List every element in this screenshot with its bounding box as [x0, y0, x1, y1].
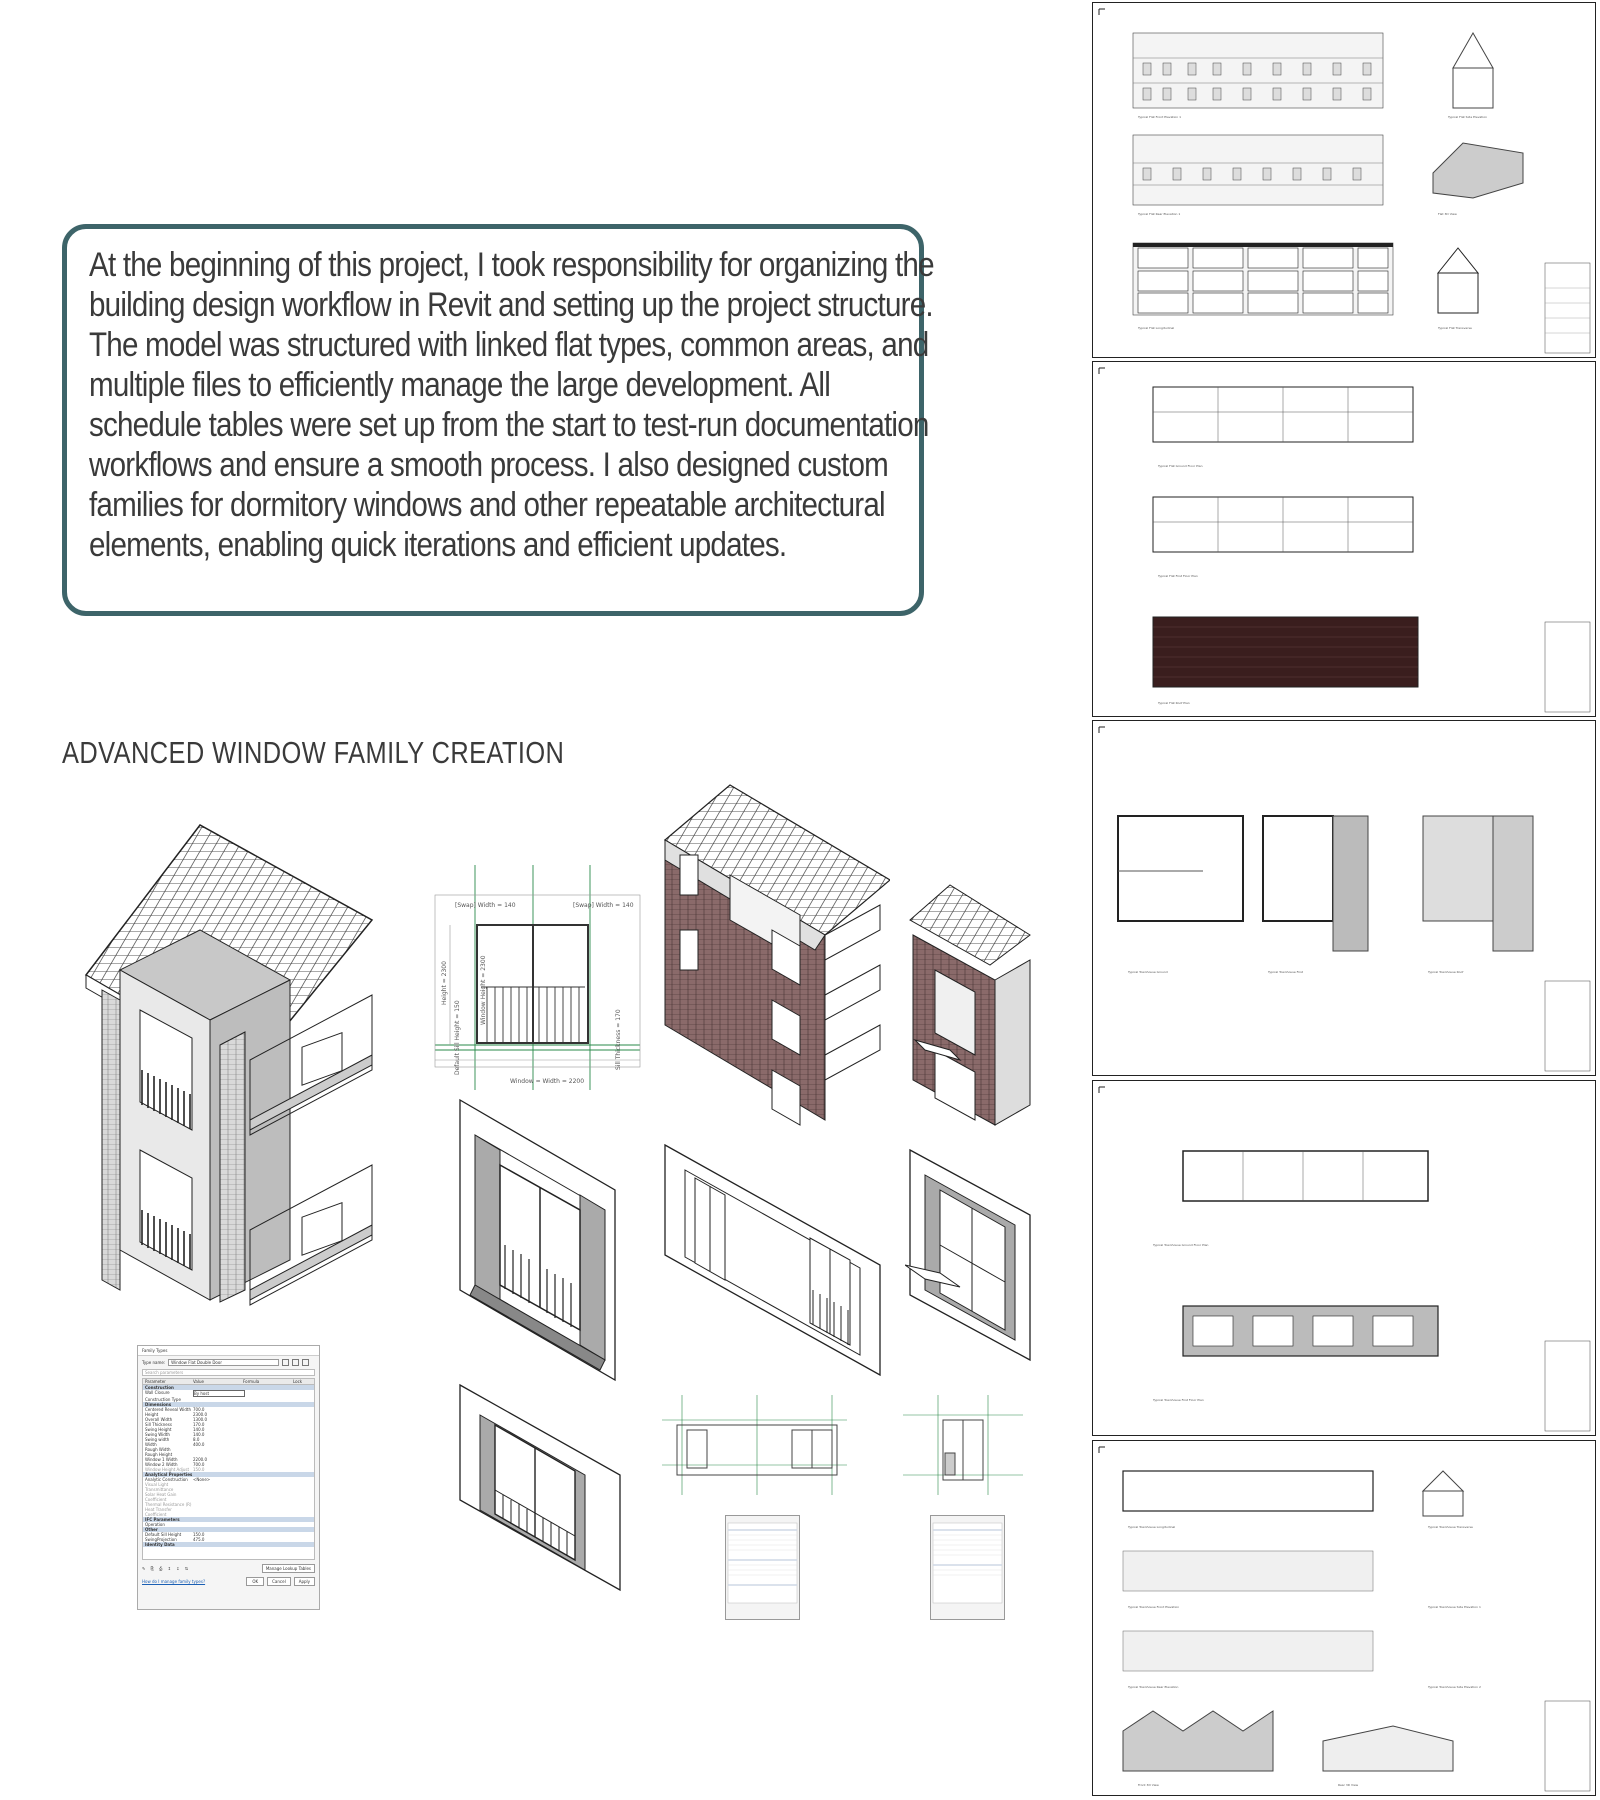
delete-type-icon[interactable]	[302, 1359, 309, 1366]
param-name: SwingProjection	[145, 1537, 177, 1542]
intro-paragraph: At the beginning of this project, I took responsibility for organizing the building design workflow in Revit and setting up the project structure. The model was structured with linked flat types, common areas, and multiple files to efficiently manage the large development. All schedule tables were set up from the start to test-run documentation workflows and ensure a smooth process. I also designed custom families for dormitory windows and other repeatable architectural elements, enabling quick iterations and efficient updates.	[89, 246, 934, 564]
param-value[interactable]: 400.0	[193, 1442, 205, 1447]
view-title: Typical Flat Front Elevation 1	[1138, 115, 1182, 119]
param-value[interactable]: 1300.0	[193, 1417, 207, 1422]
param-value[interactable]: 475.0	[193, 1537, 205, 1542]
param-value[interactable]: 140.0	[193, 1427, 205, 1432]
isometric-brick-facade	[660, 780, 890, 1140]
param-name: Default Sill Height	[145, 1532, 182, 1537]
help-link[interactable]: How do I manage family types?	[142, 1579, 206, 1584]
toolbar-icons[interactable]: ✎ ⎘ ⎙ ↥ ↧ ⇅	[142, 1566, 191, 1571]
sheet-townhouse-elevations	[1092, 1440, 1596, 1796]
view-title: Rear 3D View	[1338, 1783, 1359, 1787]
param-value[interactable]: 2200.0	[193, 1457, 207, 1462]
drawing-sheets-column	[1090, 0, 1600, 1800]
param-name: Swing width	[145, 1437, 170, 1442]
param-name: Window Height Adjust	[145, 1467, 190, 1472]
search-parameters-input[interactable]: Search parameters	[142, 1369, 315, 1376]
group-analytical[interactable]: Analytical Properties	[143, 1472, 314, 1477]
param-name: Rough Width	[145, 1447, 171, 1452]
view-title: Typical Flat First Floor Plan	[1158, 574, 1198, 578]
view-title: Typical Flat Ground Floor Plan	[1158, 464, 1203, 468]
isometric-window-bay-drawing	[80, 820, 400, 1320]
view-title: Typical Townhouse First Floor Plan	[1153, 1398, 1204, 1402]
param-name: Construction Type	[145, 1397, 181, 1402]
view-title: Typical Townhouse Front Elevation	[1128, 1605, 1180, 1609]
ok-button[interactable]: OK	[246, 1577, 264, 1586]
dim-window-width: Window = Width = 2200	[510, 1078, 585, 1085]
param-name: Sill Thickness	[145, 1422, 172, 1427]
view-title: Typical Townhouse First	[1268, 970, 1303, 974]
rename-type-icon[interactable]	[292, 1359, 299, 1366]
view-title: Typical Townhouse Side Elevation 1	[1428, 1605, 1481, 1609]
param-name: Visual Light Transmittance	[145, 1482, 174, 1492]
window-family-balcony-door	[455, 1095, 625, 1385]
param-value[interactable]: 170.0	[193, 1422, 205, 1427]
param-name: Window 2 Width	[145, 1462, 178, 1467]
tiny-type-properties-thumbnail-2	[930, 1515, 1005, 1620]
view-title: Typical Townhouse Roof	[1428, 970, 1464, 974]
dim-height: Height = 2300	[441, 961, 448, 1005]
cancel-button[interactable]: Cancel	[267, 1577, 291, 1586]
view-title: Flat 3D View	[1438, 212, 1457, 216]
window-family-double-window	[455, 1380, 625, 1595]
param-value[interactable]: 700.0	[193, 1407, 205, 1412]
param-value[interactable]: 700.0	[193, 1462, 205, 1467]
param-name: Analytic Construction	[145, 1477, 188, 1482]
dim-swap-width-right: [Swap] Width = 140	[573, 902, 634, 909]
parameters-table	[142, 1378, 315, 1560]
tiny-type-properties-thumbnail-1	[725, 1515, 800, 1620]
dim-sill-thickness: Sill Thickness = 170	[615, 1009, 622, 1070]
group-identity[interactable]: Identity Data	[143, 1542, 314, 1547]
isometric-narrow-tower	[905, 880, 1035, 1130]
param-value[interactable]: 150.0	[193, 1467, 205, 1472]
param-value[interactable]: 8.0	[193, 1437, 200, 1442]
dialog-title: Family Types	[138, 1346, 319, 1356]
param-value[interactable]: <None>	[193, 1477, 211, 1482]
param-value[interactable]: 150.0	[193, 1532, 205, 1537]
window-family-bay-window	[905, 1145, 1035, 1365]
col-formula: Formula	[243, 1379, 260, 1384]
view-title: Typical Flat Transverse	[1438, 326, 1472, 330]
view-title: Typical Townhouse Side Elevation 2	[1428, 1685, 1481, 1689]
view-title: Typical Townhouse Transverse	[1428, 1525, 1473, 1529]
col-parameter: Parameter	[145, 1379, 166, 1384]
new-type-icon[interactable]	[282, 1359, 289, 1366]
sheet-flat-elevations	[1092, 2, 1596, 358]
apply-button[interactable]: Apply	[294, 1577, 315, 1586]
view-title: Typical Flat Side Elevation	[1448, 115, 1488, 119]
family-types-dialog	[137, 1345, 320, 1610]
group-dimensions[interactable]: Dimensions	[143, 1402, 314, 1407]
param-name: Swing Width	[145, 1432, 170, 1437]
window-family-wide-window	[660, 1140, 885, 1380]
view-title: Typical Townhouse Rear Elevation	[1128, 1685, 1179, 1689]
intro-card	[62, 224, 934, 616]
col-value: Value	[193, 1379, 204, 1384]
view-title: Typical Townhouse Ground Floor Plan	[1153, 1243, 1209, 1247]
view-title: Typical Flat Rear Elevation 1	[1138, 212, 1181, 216]
param-name: Width	[145, 1442, 157, 1447]
param-value[interactable]: By host	[193, 1390, 245, 1397]
type-name-select[interactable]: Window Flat Double Door	[168, 1359, 279, 1366]
view-title: Typical Townhouse Longitudinal	[1128, 1525, 1176, 1529]
sheet-flat-plans	[1092, 361, 1596, 717]
param-name: Swing Height	[145, 1427, 172, 1432]
view-title: Typical Townhouse Ground	[1128, 970, 1168, 974]
param-name: Height	[145, 1412, 159, 1417]
group-ifc[interactable]: IFC Parameters	[143, 1517, 314, 1522]
window-family-elevation-small-2	[903, 1395, 1023, 1495]
param-value[interactable]: 2300.0	[193, 1412, 207, 1417]
type-name-label: Type name:	[142, 1360, 166, 1365]
dim-default-sill-height: Default Sill Height = 150	[454, 1000, 461, 1075]
param-name: Window 1 Width	[145, 1457, 178, 1462]
param-name: Rough Height	[145, 1452, 173, 1457]
window-dimension-elevation	[415, 855, 645, 1095]
window-family-elevation-small-1	[662, 1395, 847, 1495]
param-name: Wall Closure	[145, 1390, 170, 1395]
param-value[interactable]: 140.0	[193, 1432, 205, 1437]
sheet-townhouse-plans	[1092, 720, 1596, 1076]
param-name: Solar Heat Gain Coefficient	[145, 1492, 177, 1502]
param-name: Centered Reveal Width	[145, 1407, 191, 1412]
dim-window-height: Window Height = 2300	[480, 955, 487, 1025]
manage-lookup-button[interactable]: Manage Lookup Tables	[262, 1564, 315, 1573]
group-other[interactable]: Other	[143, 1527, 314, 1532]
view-title: Front 3D View	[1138, 1783, 1159, 1787]
sheet-townhouse-row-plans	[1092, 1080, 1596, 1436]
group-construction[interactable]: Construction	[143, 1385, 314, 1390]
param-name: Overall Width	[145, 1417, 173, 1422]
param-name: Thermal Resistance (R)	[145, 1502, 192, 1507]
col-lock: Lock	[293, 1379, 303, 1384]
section-title: ADVANCED WINDOW FAMILY CREATION	[62, 735, 565, 770]
param-name: Operation	[145, 1522, 165, 1527]
view-title: Typical Flat Longitudinal	[1138, 326, 1175, 330]
param-name: Heat Transfer Coefficient	[145, 1507, 172, 1517]
view-title: Typical Flat Roof Plan	[1158, 701, 1190, 705]
dim-swap-width-left: [Swap] Width = 140	[455, 902, 516, 909]
